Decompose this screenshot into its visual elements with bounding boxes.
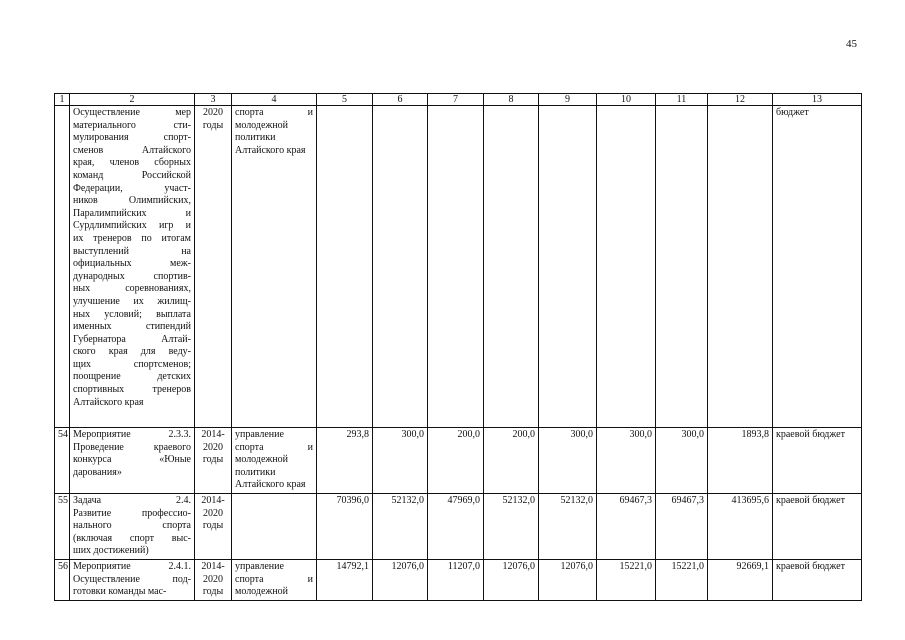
measure-name-line: щих спортсменов;	[73, 358, 191, 370]
value-col-10: 69467,3	[597, 493, 656, 559]
measure-name-line: Осуществление мер	[73, 107, 191, 118]
measure-name-line: мулирования спорт-	[73, 132, 191, 144]
measure-name-line: края, членов сборных	[73, 157, 191, 169]
value-col-7: 11207,0	[428, 559, 484, 600]
measure-name-line: сменов Алтайского	[73, 144, 191, 156]
measure-name-line: именных стипендий	[73, 321, 191, 333]
value-col-12: 1893,8	[708, 428, 773, 494]
value-col-7: 47969,0	[428, 493, 484, 559]
table-row	[55, 106, 862, 428]
measure-name-line: нального спорта	[73, 520, 191, 532]
table-row	[55, 559, 862, 600]
value-col-8: 52132,0	[484, 493, 539, 559]
funding-source: краевой бюджет	[773, 559, 862, 600]
column-header-10: 10	[597, 94, 656, 106]
value-col-12: 92669,1	[708, 559, 773, 600]
value-col-5: 14792,1	[317, 559, 373, 600]
value-col-8: 12076,0	[484, 559, 539, 600]
value-col-6: 12076,0	[373, 559, 428, 600]
measure-name-line: дарования»	[73, 466, 122, 478]
value-col-9: 52132,0	[539, 493, 597, 559]
measure-name-line: улучшение их жилищ-	[73, 295, 191, 307]
table-row	[55, 493, 862, 559]
value-col-11	[656, 106, 708, 428]
measure-name	[70, 106, 195, 428]
value-col-6: 52132,0	[373, 493, 428, 559]
column-header-6: 6	[373, 94, 428, 106]
value-col-11: 15221,0	[656, 559, 708, 600]
page-number: 45	[846, 38, 857, 50]
row-number: 54	[55, 428, 70, 494]
implementation-years: 2014-2020 годы	[195, 559, 232, 600]
measure-name-line: команд Российской	[73, 169, 191, 181]
measure-name-line: Губернатора Алтай-	[73, 333, 191, 345]
implementation-years: 2020 годы	[195, 106, 232, 428]
column-header-11: 11	[656, 94, 708, 106]
measure-name-line: ных условий; выплата	[73, 308, 191, 320]
column-header-5: 5	[317, 94, 373, 106]
value-col-5: 293,8	[317, 428, 373, 494]
value-col-6: 300,0	[373, 428, 428, 494]
funding-source: бюджет	[773, 106, 862, 428]
measure-name-line: Мероприятие 2.4.1.	[73, 560, 191, 572]
value-col-6	[373, 106, 428, 428]
measure-name-line: Мероприятие 2.3.3.	[73, 429, 191, 440]
column-header-8: 8	[484, 94, 539, 106]
measure-name-line: спортивных тренеров	[73, 384, 191, 396]
measure-name-line: Федерации, участ-	[73, 182, 191, 194]
column-header-12: 12	[708, 94, 773, 106]
measure-name	[70, 493, 195, 559]
implementation-years: 2014-2020 годы	[195, 428, 232, 494]
row-number	[55, 106, 70, 428]
implementation-years: 2014-2020 годы	[195, 493, 232, 559]
measure-name-line: Осуществление под-	[73, 573, 191, 585]
measure-name-line: официальных меж-	[73, 258, 191, 270]
measure-name-line: ников Олимпийских,	[73, 195, 191, 207]
value-col-9	[539, 106, 597, 428]
value-col-7: 200,0	[428, 428, 484, 494]
funding-source: краевой бюджет	[773, 428, 862, 494]
value-col-10: 300,0	[597, 428, 656, 494]
column-header-1: 1	[55, 94, 70, 106]
value-col-9: 12076,0	[539, 559, 597, 600]
executor: управление спорта и молодежной политики Алтайского края	[232, 428, 317, 494]
table-header-row	[55, 94, 862, 106]
value-col-8	[484, 106, 539, 428]
table-row	[55, 428, 862, 494]
measure-name-line: готовки команды мас-	[73, 586, 167, 598]
measure-name-line: ского края для веду-	[73, 346, 191, 358]
row-number: 56	[55, 559, 70, 600]
measure-name	[70, 559, 195, 600]
value-col-5: 70396,0	[317, 493, 373, 559]
measure-name-line: их тренеров по итогам	[73, 232, 191, 244]
measure-name-line: Проведение краевого	[73, 441, 191, 453]
measure-name-line: поощрение детских	[73, 371, 191, 383]
measure-name-line: дународных спортив-	[73, 270, 191, 282]
measure-name-line: выступлений на	[73, 245, 191, 257]
value-col-12	[708, 106, 773, 428]
value-col-8: 200,0	[484, 428, 539, 494]
value-col-5	[317, 106, 373, 428]
measure-name	[70, 428, 195, 494]
column-header-7: 7	[428, 94, 484, 106]
measure-name-line: Паралимпийских и	[73, 207, 191, 219]
measure-name-line: материального сти-	[73, 119, 191, 131]
executor	[232, 493, 317, 559]
funding-source: краевой бюджет	[773, 493, 862, 559]
measure-name-line: Алтайского края	[73, 396, 144, 408]
value-col-11: 69467,3	[656, 493, 708, 559]
column-header-4: 4	[232, 94, 317, 106]
column-header-13: 13	[773, 94, 862, 106]
measure-name-line: ших достижений)	[73, 545, 149, 557]
measure-name-line: ных соревнованиях,	[73, 283, 191, 295]
value-col-10: 15221,0	[597, 559, 656, 600]
executor: управление спорта и молодежной	[232, 559, 317, 600]
data-table	[54, 93, 862, 601]
column-header-2: 2	[70, 94, 195, 106]
row-number: 55	[55, 493, 70, 559]
column-header-9: 9	[539, 94, 597, 106]
value-col-7	[428, 106, 484, 428]
column-header-3: 3	[195, 94, 232, 106]
value-col-11: 300,0	[656, 428, 708, 494]
value-col-12: 413695,6	[708, 493, 773, 559]
value-col-10	[597, 106, 656, 428]
measure-name-line: Сурдлимпийских игр и	[73, 220, 191, 232]
measure-name-line: (включая спорт выс-	[73, 532, 191, 544]
measure-name-line: Развитие профессио-	[73, 507, 191, 519]
executor: спорта и молодежной политики Алтайского края	[232, 106, 317, 428]
measure-name-line: конкурса «Юные	[73, 454, 191, 466]
measure-name-line: Задача 2.4.	[73, 494, 191, 506]
value-col-9: 300,0	[539, 428, 597, 494]
